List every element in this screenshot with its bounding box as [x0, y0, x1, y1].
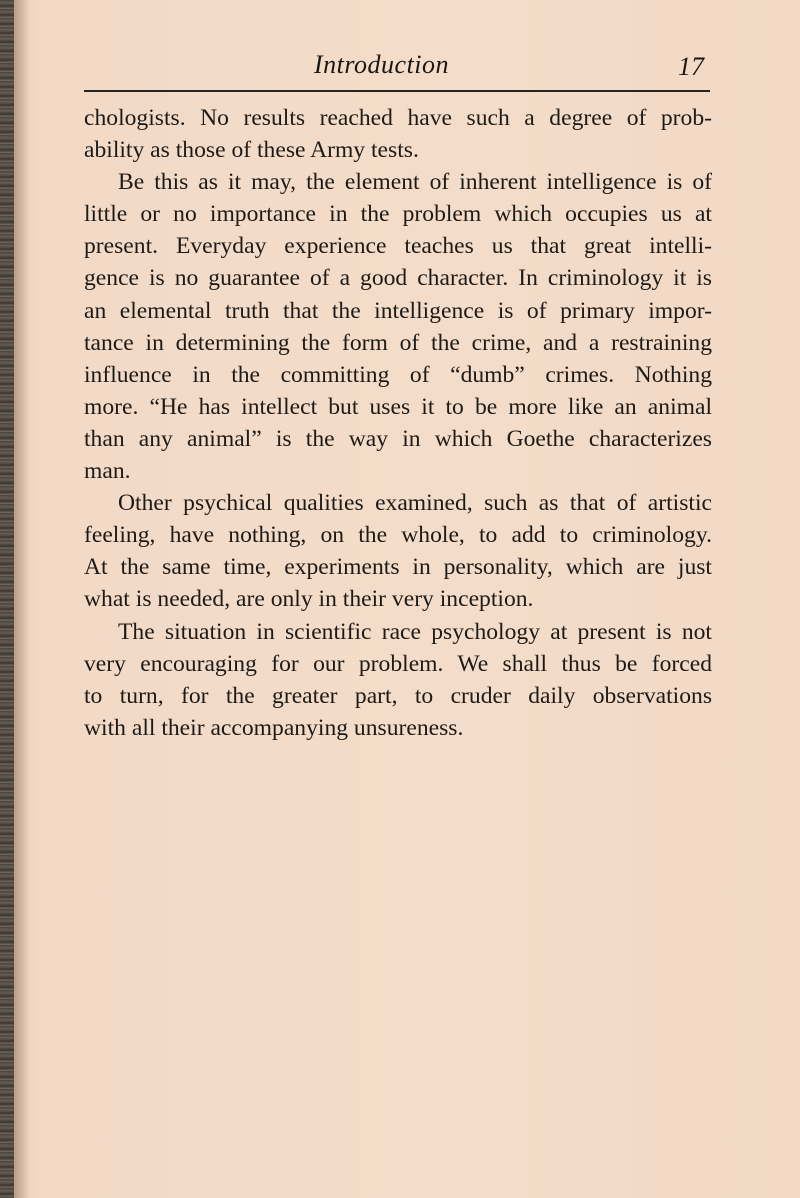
text-line: what is needed, are only in their very inception.	[84, 586, 534, 613]
paragraph-2	[84, 166, 712, 487]
text-line: present. Everyday experience teaches us that great intelli-	[84, 233, 712, 260]
text-line: chologists. No results reached have such a degree of prob-	[84, 105, 712, 131]
paragraph-3	[84, 487, 712, 615]
gutter-shadow	[14, 0, 30, 1198]
text-line: more. “He has intellect but uses it to be more like an animal	[84, 393, 712, 420]
book-spine-edge	[0, 0, 14, 1198]
text-line: an elemental truth that the intelligence is of primary impor-	[84, 297, 712, 324]
text-line: Be this as it may, the element of inherent intelligence is of	[118, 169, 712, 196]
text-line: Other psychical qualities examined, such as that of artistic	[118, 490, 712, 517]
text-line: At the same time, experiments in personality, which are just	[84, 554, 712, 581]
text-line: feeling, have nothing, on the whole, to add to criminology.	[84, 522, 712, 549]
text-line: gence is no guarantee of a good character. In criminology it is	[84, 265, 712, 292]
header-rule	[84, 90, 710, 92]
text-line: ability as those of these Army tests.	[84, 137, 419, 164]
paragraph-4	[84, 616, 712, 744]
text-line: The situation in scientific race psychology at present is not	[118, 618, 712, 645]
page-number: 17	[678, 52, 704, 81]
body-text	[84, 102, 712, 744]
text-line: little or no importance in the problem which occupies us at	[84, 201, 712, 228]
text-line: with all their accompanying unsureness.	[84, 714, 464, 741]
text-line: influence in the committing of “dumb” crimes. Nothing	[84, 361, 712, 388]
text-line: tance in determining the form of the crime, and a restraining	[84, 329, 712, 356]
running-head-title: Introduction	[314, 50, 450, 79]
text-line: to turn, for the greater part, to cruder daily observations	[84, 682, 712, 709]
running-head	[84, 50, 710, 90]
paragraph-1	[84, 102, 712, 166]
text-line: than any animal” is the way in which Goethe characterizes	[84, 425, 712, 452]
text-line: very encouraging for our problem. We shall thus be forced	[84, 650, 712, 677]
text-line: man.	[84, 458, 131, 485]
